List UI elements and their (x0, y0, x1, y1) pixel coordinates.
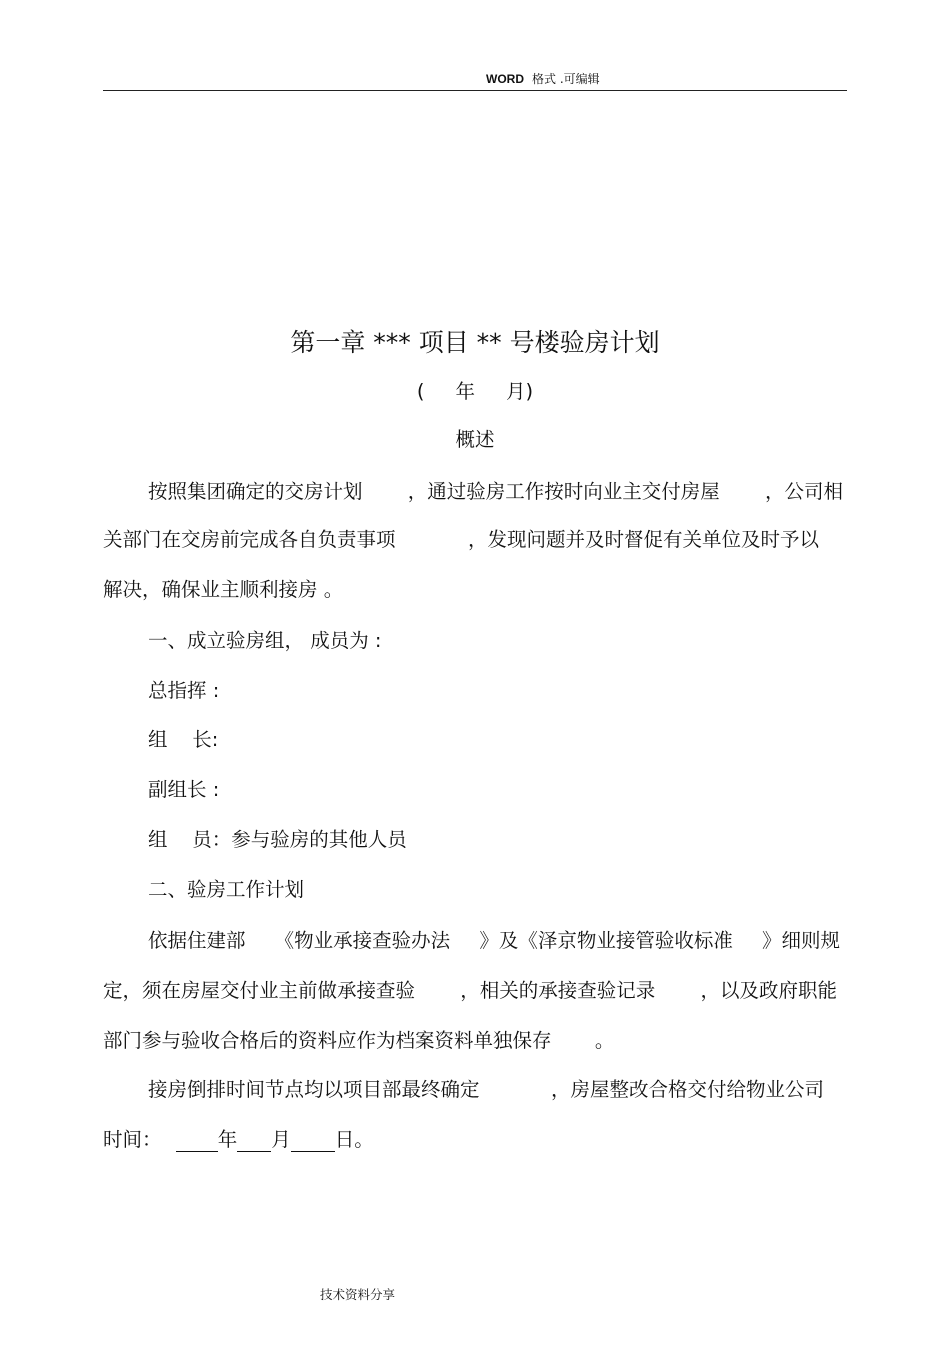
chapter-title: 第一章 *** 项目 ** 号楼验房计划 (290, 328, 660, 357)
page-header (103, 68, 847, 91)
para2-line2-part1: 定，须在房屋交付业主前做承接查验 (103, 979, 416, 1002)
para2-line1-part3: 》及《泽京物业接管验收标准 (479, 929, 733, 952)
member-deputy: 副组长 : (148, 778, 220, 801)
para2-line3: 部门参与验收合格后的资料应作为档案资料单独保存 。 (103, 1029, 615, 1052)
para2-line2-part2: ，相关的承接查验记录 (460, 979, 656, 1002)
section1-heading: 一、成立验房组， 成员为 : (148, 629, 382, 652)
day-blank[interactable] (291, 1131, 335, 1152)
para1-line2 (103, 528, 819, 552)
month-blank[interactable] (237, 1131, 271, 1152)
month-label: 月 (271, 1128, 291, 1151)
header-text (486, 70, 600, 87)
time-label: 时间： (103, 1128, 162, 1151)
para1-line1-part1: 按照集团确定的交房计划 (148, 480, 363, 503)
day-label: 日。 (334, 1128, 374, 1151)
para3-line1 (148, 1078, 824, 1102)
para1-line1-part3: ，公司相 (764, 480, 843, 503)
para1-line1 (148, 480, 843, 504)
para2-line1-part4: 》细则规 (761, 929, 840, 952)
page-footer: 技术资料分享 (320, 1287, 396, 1302)
para1-line2-part2: ，发现问题并及时督促有关单位及时予以 (467, 528, 819, 551)
member-staff: 组 员：参与验房的其他人员 (148, 828, 407, 851)
overview-heading: 概述 (455, 428, 495, 451)
para1-line1-part2: ，通过验房工作按时向业主交付房屋 (407, 480, 720, 503)
member-commander: 总指挥 : (148, 679, 220, 702)
year-label: 年 (217, 1128, 238, 1151)
para3-line1-part2: ，房屋整改合格交付给物业公司 (550, 1078, 824, 1101)
member-leader: 组 长: (148, 728, 219, 751)
header-word: WORD (486, 72, 524, 86)
section2-heading: 二、验房工作计划 (148, 878, 305, 901)
header-rest: 格式 .可编辑 (532, 72, 600, 86)
date-line: ( 年 月) (416, 380, 534, 403)
para2-line2 (103, 979, 837, 1003)
para1-line3: 解决，确保业主顺利接房 。 (103, 578, 344, 601)
para3-line2 (103, 1128, 374, 1152)
para3-line1-part1: 接房倒排时间节点均以项目部最终确定 (148, 1078, 480, 1101)
para1-line2-part1: 关部门在交房前完成各自负责事项 (103, 528, 396, 551)
para2-line2-part3: ，以及政府职能 (700, 979, 837, 1002)
para2-line1-part2: 《物业承接查验办法 (274, 929, 451, 952)
para2-line1 (148, 929, 840, 953)
year-blank[interactable] (176, 1131, 218, 1152)
para2-line1-part1: 依据住建部 (148, 929, 246, 952)
